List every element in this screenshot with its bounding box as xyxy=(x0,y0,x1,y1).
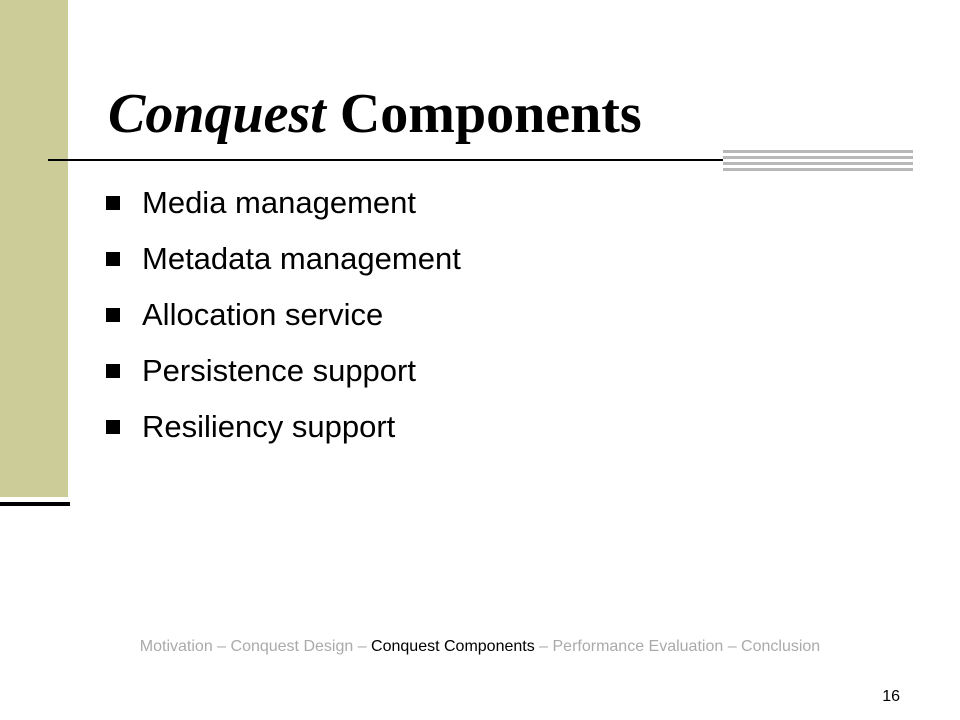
bullet-item xyxy=(106,287,461,343)
title-underline-accent xyxy=(723,150,913,172)
bullet-list xyxy=(106,175,461,455)
title-rest: Components xyxy=(325,83,642,145)
footer-nav-current: Conquest Components xyxy=(371,638,535,655)
bullet-text: Persistence support xyxy=(142,353,416,388)
bullet-item xyxy=(106,231,461,287)
bullet-item xyxy=(106,175,461,231)
footer-navigation xyxy=(0,638,960,656)
bullet-item xyxy=(106,343,461,399)
bullet-text: Media management xyxy=(142,185,416,220)
page-number: 16 xyxy=(882,688,900,705)
square-bullet-icon xyxy=(106,364,120,378)
title-italic: Conquest xyxy=(108,83,326,145)
bullet-text: Metadata management xyxy=(142,241,461,276)
bullet-text: Allocation service xyxy=(142,297,384,332)
square-bullet-icon xyxy=(106,420,120,434)
bullet-text: Resiliency support xyxy=(142,409,396,444)
footer-nav-before: Motivation – Conquest Design – xyxy=(139,638,372,655)
slide-title xyxy=(108,82,642,146)
bullet-item xyxy=(106,399,461,455)
square-bullet-icon xyxy=(106,308,120,322)
footer-nav-after: – Performance Evaluation – Conclusion xyxy=(534,638,821,655)
sidebar-divider xyxy=(0,502,70,506)
sidebar-accent-bar xyxy=(0,0,68,497)
square-bullet-icon xyxy=(106,252,120,266)
square-bullet-icon xyxy=(106,196,120,210)
